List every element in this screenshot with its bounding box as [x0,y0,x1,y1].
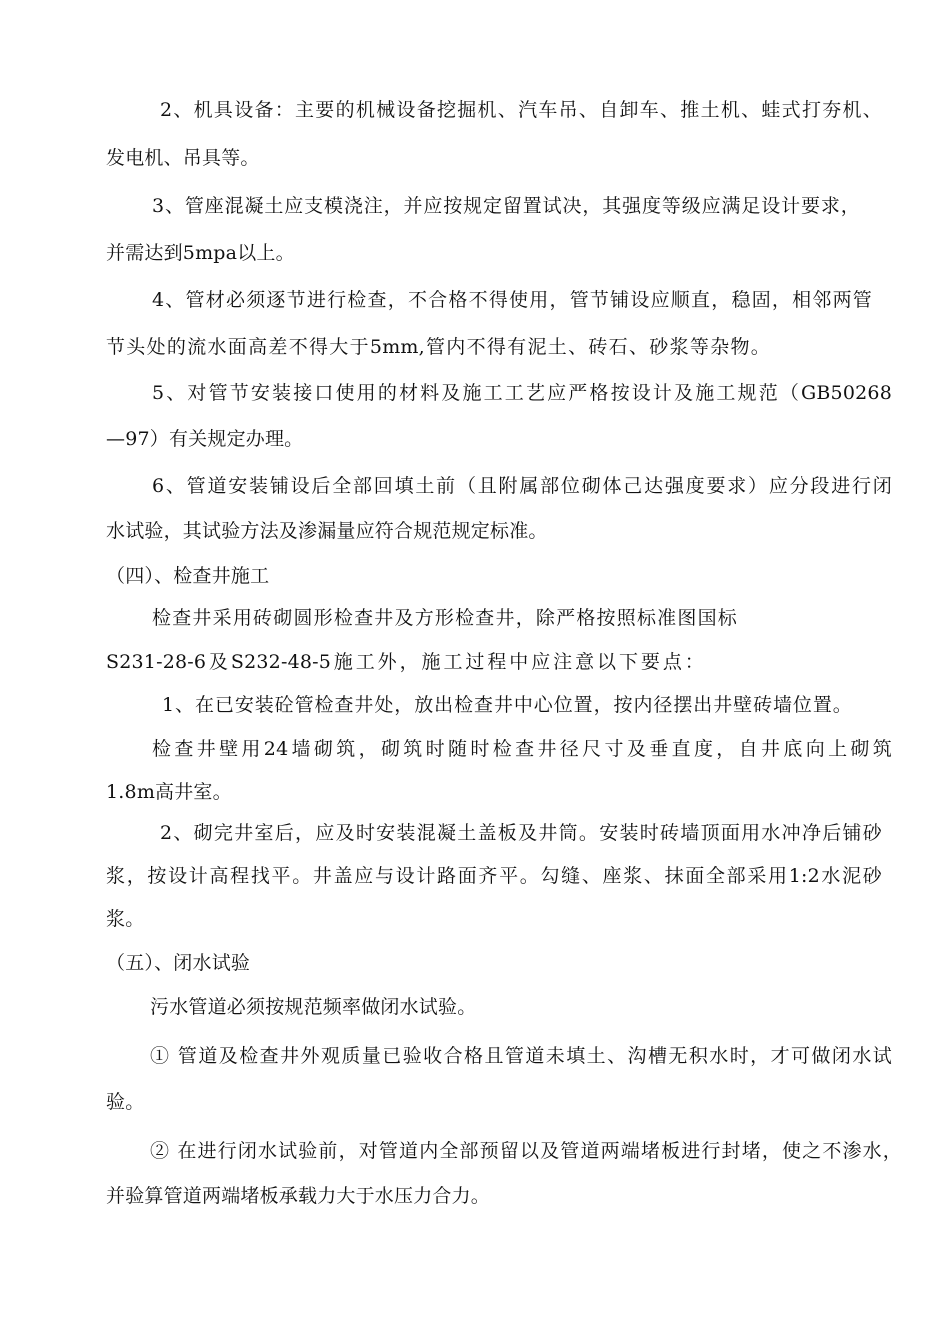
text-line: 3、管座混凝土应支模浇注，并应按规定留置试决，其强度等级应满足设计要求， [152,195,860,217]
text-line: 水试验，其试验方法及渗漏量应符合规范规定标准。 [106,520,548,542]
text-line: 5、对管节安装接口使用的材料及施工工艺应严格按设计及施工规范（GB50268 [152,382,892,404]
text-line: ② 在进行闭水试验前，对管道内全部预留以及管道两端堵板进行封堵，使之不渗水， [150,1140,902,1162]
text-line: 1.8m高井室。 [106,781,232,803]
text-line: ① 管道及检查井外观质量已验收合格且管道未填土、沟槽无积水时，才可做闭水试 [150,1045,892,1067]
text-line: 2、机具设备：主要的机械设备挖掘机、汽车吊、自卸车、推土机、蛙式打夯机、 [160,99,882,121]
text-line: 4、管材必须逐节进行检查，不合格不得使用，管节铺设应顺直，稳固，相邻两管 [152,289,872,311]
text-line: S231-28-6及S232-48-5施工外，施工过程中应注意以下要点： [106,651,704,673]
text-line: 验。 [106,1091,145,1113]
text-line: 浆，按设计高程找平。井盖应与设计路面齐平。勾缝、座浆、抹面全部采用1:2水泥砂 [106,865,882,887]
text-line: 检查井壁用24墙砌筑，砌筑时随时检查井径尺寸及垂直度，自井底向上砌筑 [152,738,892,760]
text-line: 2、砌完井室后，应及时安装混凝土盖板及井筒。安装时砖墙顶面用水冲净后铺砂 [160,822,882,844]
section-heading-5: （五）、闭水试验 [106,952,251,974]
text-line: 检查井采用砖砌圆形检查井及方形检查井，除严格按照标准图国标 [152,607,737,629]
text-line: 并需达到5mpa以上。 [106,242,295,264]
text-line: —97）有关规定办理。 [106,428,304,450]
text-line: 污水管道必须按规范频率做闭水试验。 [150,996,477,1018]
text-line: 6、管道安装铺设后全部回填土前（且附属部位砌体己达强度要求）应分段进行闭 [152,475,892,497]
text-line: 浆。 [106,908,145,930]
text-line: 并验算管道两端堵板承载力大于水压力合力。 [106,1185,491,1207]
text-line: 节头处的流水面高差不得大于5mm,管内不得有泥土、砖石、砂浆等杂物。 [106,336,770,358]
text-line: 发电机、吊具等。 [106,147,260,169]
section-heading-4: （四）、检查井施工 [106,565,270,587]
text-line: 1、在已安装砼管检查井处，放出检查井中心位置，按内径摆出井壁砖墙位置。 [162,694,852,716]
